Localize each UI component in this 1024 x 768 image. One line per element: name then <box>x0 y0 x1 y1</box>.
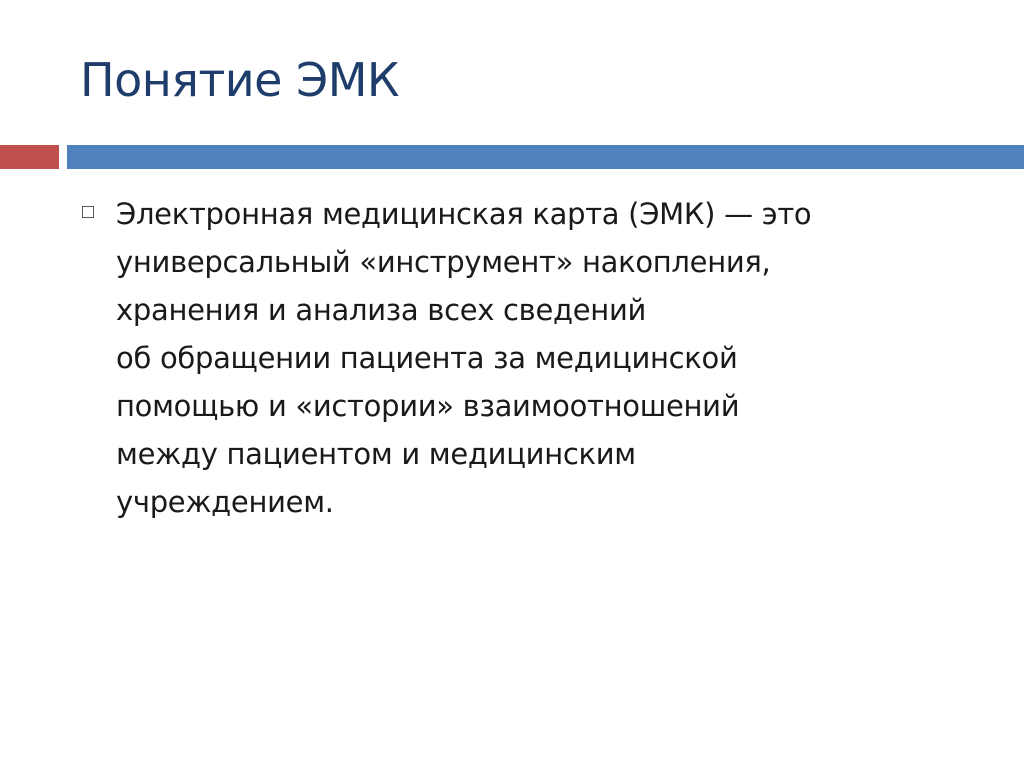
hollow-square-bullet-icon <box>82 206 94 218</box>
bullet-list <box>82 190 942 526</box>
bullet-item <box>82 190 942 526</box>
bullet-text: Электронная медицинская карта (ЭМК) — это универсальный «инструмент» накопления, хранения и анализа всех сведений об обращении пациента за медицинской помощью и «истории» взаимоотношений между пациентом и медицинским учреждением. <box>116 197 812 519</box>
title-accent-bar-red <box>0 145 59 169</box>
slide-title: Понятие ЭМК <box>80 53 400 107</box>
title-accent-bar-blue <box>67 145 1024 169</box>
